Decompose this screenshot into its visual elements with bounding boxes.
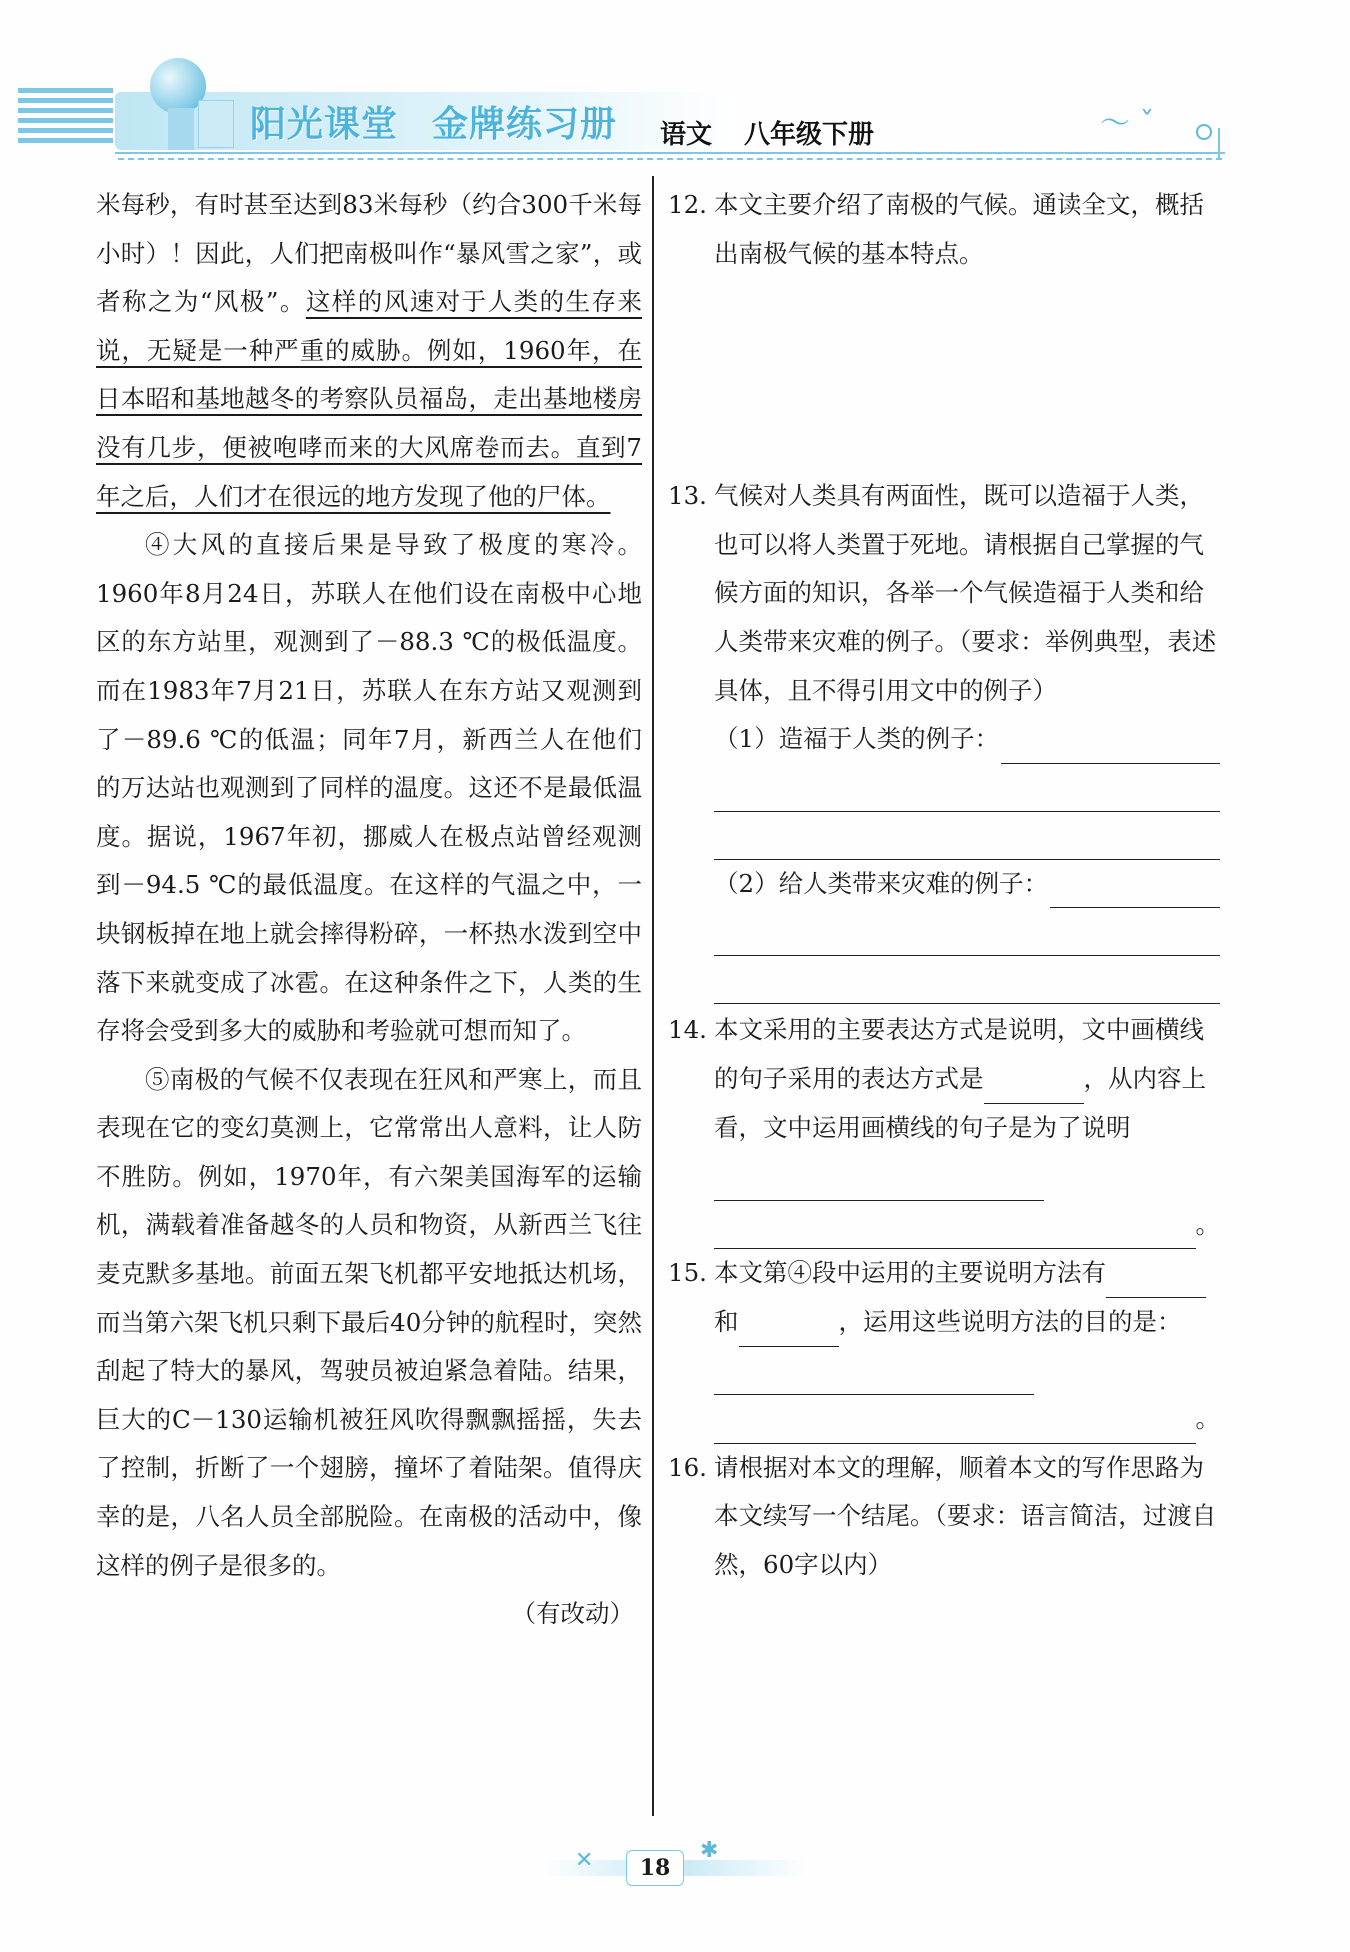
question-text: 气候对人类具有两面性，既可以造福于人类，也可以将人类置于死地。请根据自己掌握的气候方面的知识，各举一个气候造福于人类和给人类带来灾难的例子。（要求：举例典型，表述具体，且不得引用文中的例子） [714, 481, 1217, 705]
question-14 [668, 1006, 1220, 1249]
answer-blank[interactable] [984, 1069, 1084, 1104]
sub-question-label: （1）造福于人类的例子： [714, 724, 1000, 754]
question-text: 和 [714, 1306, 739, 1336]
answer-blank[interactable] [1050, 873, 1220, 908]
answer-blank[interactable] [714, 1360, 1034, 1395]
answer-line[interactable] [714, 1409, 1196, 1444]
passage-column [96, 181, 642, 1639]
question-text: ，运用这些说明方法的目的是： [838, 1306, 1182, 1336]
answer-blank[interactable] [1001, 729, 1220, 764]
questions-column [668, 181, 1220, 1789]
sparkle-icon: ✕ [575, 1848, 594, 1873]
answer-line-row [714, 1201, 1220, 1250]
question-12 [668, 181, 1220, 278]
subject-grade [660, 114, 874, 151]
header-rule [115, 152, 1225, 154]
paragraph-5: ⑤南极的气候不仅表现在狂风和严寒上，而且表现在它的变幻莫测上，它常常出人意料，让人防不胜防。例如，1970年，有六架美国海军的运输机，满载着准备越冬的人员和物资，从新西兰飞往麦克默多基地。前面五架飞机都平安地抵达机场，而当第六架飞机只剩下最后40分钟的航程时，突然刮起了特大的暴风，驾驶员被迫紧急着陆。结果，巨大的C－130运输机被狂风吹得飘飘摇摇，失去了控制，折断了一个翅膀，撞坏了着陆架。值得庆幸的是，八名人员全部脱险。在南极的活动中，像这样的例子是很多的。 [96, 1064, 642, 1580]
answer-line[interactable] [714, 956, 1220, 1004]
page-header [0, 0, 1350, 170]
question-text: 本文采用的主要表达方式是说明，文中画横线的句子采用的表达方式是 [714, 1015, 1204, 1093]
grade: 八年级下册 [744, 120, 875, 150]
source-note: （有改动） [511, 1599, 634, 1629]
question-number: 13. [668, 481, 707, 511]
answer-line[interactable] [714, 764, 1220, 812]
header-stripes [18, 88, 113, 160]
answer-line-row [714, 1395, 1220, 1444]
question-13 [668, 472, 1220, 1004]
question-text: 本文第④段中运用的主要说明方法有 [714, 1258, 1106, 1288]
passage-text: 米每秒，有时甚至达到83米每秒（约合300千米每小时）！因此，人们把南极叫作“暴风雪之家”，或者称之为“风极”。 [96, 190, 642, 317]
question-text: 本文主要介绍了南极的气候。通读全文，概括出南极气候的基本特点。 [714, 190, 1204, 268]
sub-question-label: （2）给人类带来灾难的例子： [714, 868, 1049, 898]
answer-blank[interactable] [1106, 1263, 1206, 1298]
paragraph-4: ④大风的直接后果是导致了极度的寒冷。1960年8月24日，苏联人在他们设在南极中心地区的东方站里，观测到了－88.3 ℃的极低温度。而在1983年7月21日，苏联人在东方站又观测到了－89.6 ℃的低温；同年7月，新西兰人在他们的万达站也观测到了同样的温度。这还不是最低温度。据说，1967年初，挪威人在极点站曾经观测到－94.5 ℃的最低温度。在这样的气温之中，一块钢板掉在地上就会摔得粉碎，一杯热水泼到空中落下来就变成了冰雹。在这种条件之下，人类的生存将会受到多大的威胁和考验就可想而知了。 [96, 530, 642, 1046]
paragraph-3-continued [96, 181, 642, 521]
sub-question-1 [714, 715, 1220, 764]
question-16 [668, 1444, 1220, 1590]
answer-space-16[interactable] [668, 1589, 1220, 1789]
question-number: 14. [668, 1015, 707, 1045]
answer-line[interactable] [714, 812, 1220, 860]
question-number: 16. [668, 1452, 707, 1482]
question-15 [668, 1249, 1220, 1443]
birds-icon: 〜 ˇ [1100, 106, 1155, 141]
cube-icon [198, 100, 234, 148]
answer-blank[interactable] [739, 1312, 839, 1347]
subject: 语文 [660, 120, 713, 150]
answer-line[interactable] [714, 908, 1220, 956]
header-right-tick [1218, 128, 1220, 160]
question-number: 15. [668, 1258, 707, 1288]
header-dashed-rule [118, 158, 1222, 160]
underlined-sentence: 这样的风速对于人类的生存来说，无疑是一种严重的威胁。例如，1960年，在日本昭和基地越冬的考察队员福岛，走出基地楼房没有几步，便被咆哮而来的大风席卷而去。直到7年之后，人们才在很远的地方发现了他的尸体。 [96, 287, 642, 511]
answer-line[interactable] [714, 1214, 1196, 1249]
question-text: 请根据对本文的理解，顺着本文的写作思路为本文续写一个结尾。（要求：语言简洁，过渡自然，60字以内） [714, 1452, 1217, 1579]
series-title [250, 96, 617, 147]
sub-question-2 [714, 860, 1220, 909]
answer-space-12[interactable] [668, 278, 1220, 472]
end-mark: 。 [1195, 1209, 1220, 1239]
series-name-a: 阳光课堂 [250, 104, 399, 145]
column-divider [652, 176, 654, 1816]
end-mark: 。 [1195, 1404, 1220, 1434]
circle-ornament-icon [1196, 124, 1212, 140]
question-text: ，从内容上看，文中运用画横线的句子是为了说明 [714, 1063, 1206, 1142]
palm-icon: ✱ [700, 1838, 719, 1863]
page-number: 18 [626, 1850, 684, 1886]
series-name-b: 金牌练习册 [432, 104, 618, 145]
question-number: 12. [668, 190, 707, 219]
pedestal-icon [168, 108, 194, 150]
answer-blank[interactable] [714, 1166, 1044, 1201]
